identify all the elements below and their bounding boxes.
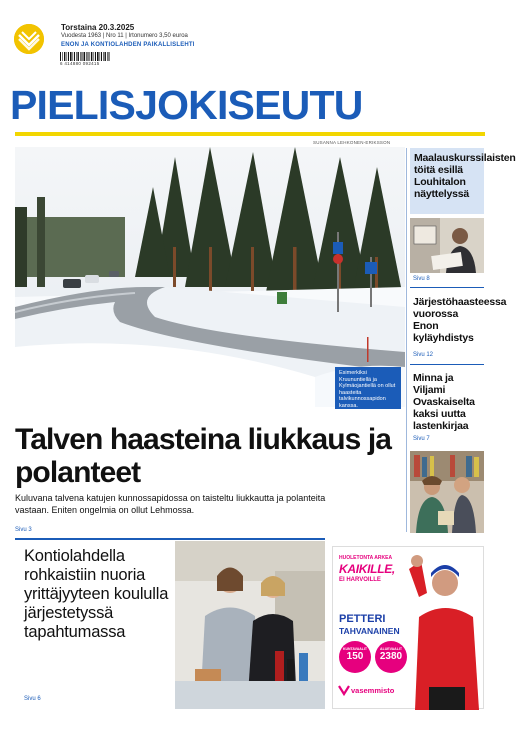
- ad-regional-label: ALUEVAALIT: [380, 647, 402, 651]
- ad-municipal-label: KUNTAVAALIT: [342, 647, 368, 651]
- barcode-number: 6 414880 092415: [60, 61, 100, 66]
- ad-candidate-last-name: TAHVANAINEN: [339, 626, 400, 636]
- sidebar-item-village-headline[interactable]: Järjestöhaasteessa vuorossa Enon kyläyhdistys: [413, 296, 507, 344]
- newspaper-title: PIELISJOKISEUTU: [10, 82, 363, 128]
- ad-municipal-number-badge: [339, 641, 371, 673]
- ad-regional-number-badge: [375, 641, 407, 673]
- ad-top-line: HUOLETONTA ARKEA: [339, 555, 393, 561]
- ad-party-logo-icon: [339, 685, 349, 695]
- tagline: ENON JA KONTIOLAHDEN PAIKALLISLEHTI: [61, 42, 195, 48]
- bottom-story-headline[interactable]: Kontiolahdella rohkaistiin nuoria yrittäjyyteen koululla järjestetyssä tapahtumassa: [24, 547, 169, 641]
- ad-sub-slogan: EI HARVOILLE: [339, 577, 381, 583]
- photo-credit: SUSANNA LEHKONEN-ERIKSSON: [313, 140, 391, 145]
- ad-candidate-first-name: PETTERI: [339, 613, 386, 625]
- newspaper-logo-icon: [14, 24, 44, 54]
- issue-date: Torstaina 20.3.2025: [61, 23, 135, 32]
- sidebar-item-books-photo: [410, 451, 484, 533]
- sidebar-item-books-ref[interactable]: Sivu 7: [413, 436, 430, 442]
- photo-caption: Esimerkiksi Kruununtiellä ja Kylmäojantiellä on ollut haasteita talvikunnossapidon kanssa.: [335, 367, 401, 409]
- main-lead: Kuluvana talvena katujen kunnossapidossa on taisteltu liukkautta ja polanteita vastaan. Eniten ongelmia on ollut Lehmossa.: [15, 493, 326, 515]
- sidebar-separator: [410, 364, 484, 365]
- sidebar-item-village-ref[interactable]: Sivu 12: [413, 352, 434, 358]
- bottom-story-ref[interactable]: Sivu 6: [24, 696, 41, 702]
- sidebar-item-painting-ref[interactable]: Sivu 8: [413, 276, 430, 282]
- sidebar-item-painting-headline[interactable]: Maalauskurssilaisten töitä esillä Louhitalon näyttelyssä: [414, 152, 516, 200]
- ad-party-name: vasemmisto: [351, 686, 395, 695]
- bottom-story-photo: [175, 541, 325, 709]
- title-underline: [15, 132, 485, 136]
- barcode-icon: [60, 52, 110, 61]
- issue-info: Vuodesta 1963 | Nro 11 | Irtonumero 3,50 euroa: [61, 33, 188, 39]
- ad-slogan: KAIKILLE,: [339, 562, 395, 576]
- sidebar-item-books-headline[interactable]: Minna ja Viljami Ovaskaiselta kaksi uutta lastenkirjaa: [413, 372, 475, 432]
- ad-candidate-photo: [409, 547, 485, 710]
- main-page-ref[interactable]: Sivu 3: [15, 527, 32, 533]
- ad-regional-number: 2380: [379, 651, 403, 662]
- sidebar-separator: [410, 287, 484, 288]
- section-divider: [15, 538, 325, 540]
- election-ad[interactable]: [332, 546, 484, 709]
- sidebar-rule: [406, 148, 407, 532]
- sidebar-item-painting-photo: [410, 218, 484, 273]
- ad-municipal-number: 150: [346, 651, 364, 662]
- main-headline[interactable]: Talven haasteina liukkaus ja polanteet: [15, 423, 392, 489]
